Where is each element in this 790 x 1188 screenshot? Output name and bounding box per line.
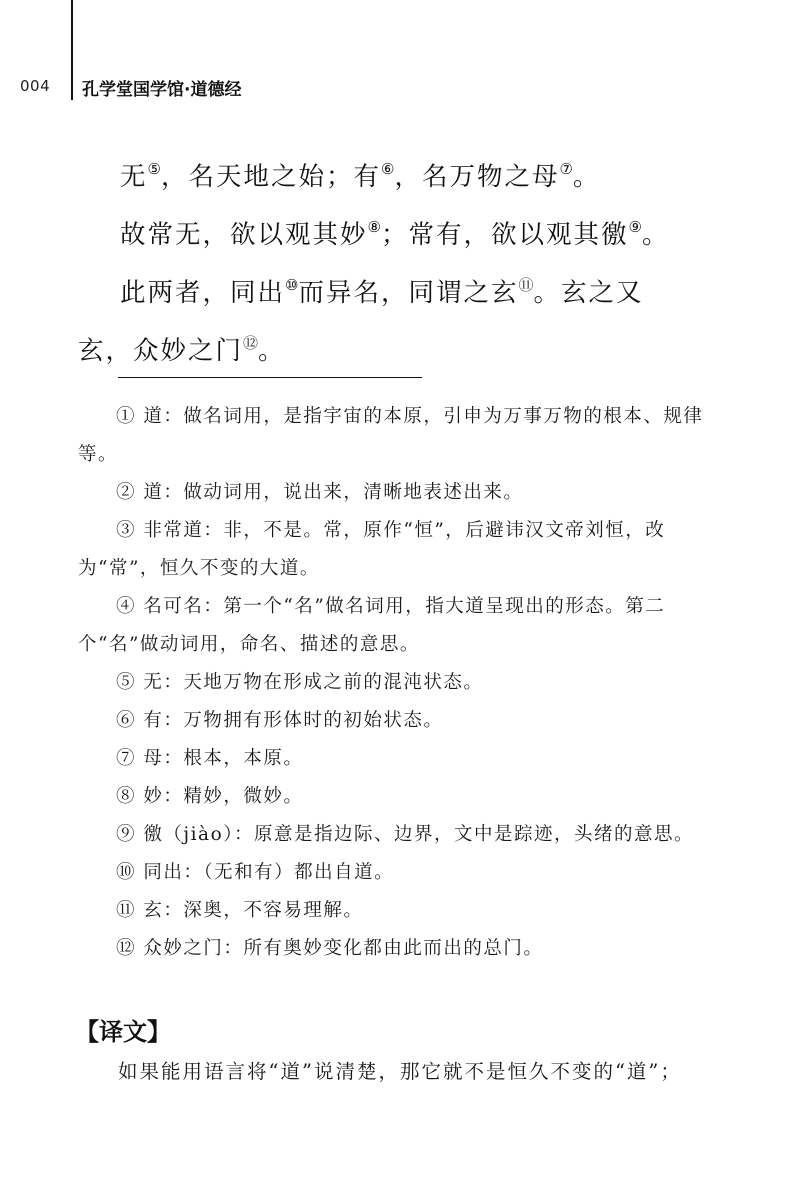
annotation-item: ⑧ 妙：精妙，微妙。 [116, 786, 304, 807]
classic-text [78, 148, 698, 380]
classic-line-1: 无⑤，名天地之始；有⑥，名万物之母⑦。 [120, 160, 601, 192]
annotation-item: ① 道：做名词用，是指宇宙的本原，引申为万事万物的根本、规律等。 [78, 406, 704, 465]
annotation-list [78, 398, 708, 968]
footnote-marker-12: ⑫ [243, 334, 259, 352]
annotation-item: ⑦ 母：根本，本原。 [116, 748, 304, 769]
footnote-marker-6: ⑥ [380, 160, 395, 178]
classic-line-3: 此两者，同出⑩而异名，同谓之玄⑪。玄之又玄，众妙之门⑫。 [78, 276, 644, 366]
annotation-item: ③ 非常道：非，不是。常，原作“恒”，后避讳汉文帝刘恒，改为“常”，恒久不变的大道。 [78, 520, 666, 579]
book-title-header: 孔学堂国学馆·道德经 [82, 80, 242, 100]
annotation-item: ⑤ 无：天地万物在形成之前的混沌状态。 [116, 672, 484, 693]
translation-body [78, 1052, 718, 1092]
annotation-item: ② 道：做动词用，说出来，清晰地表述出来。 [116, 482, 524, 503]
annotation-item: ⑫ 众妙之门：所有奥妙变化都由此而出的总门。 [116, 938, 544, 959]
footnote-marker-10: ⑩ [285, 276, 299, 294]
footnote-marker-7: ⑦ [559, 160, 573, 178]
annotation-item: ⑨ 徼（jiào）：原意是指边际、边界，文中是踪迹，头绪的意思。 [116, 824, 694, 845]
classic-line-2: 故常无，欲以观其妙⑧；常有，欲以观其徼⑨。 [120, 218, 670, 250]
translation-paragraph: 如果能用语言将“道”说清楚，那它就不是恒久不变的“道”； [118, 1060, 682, 1083]
annotation-item: ⑩ 同出：（无和有）都出自道。 [116, 862, 395, 883]
translation-heading: 【译文】 [75, 1018, 171, 1046]
annotation-item: ④ 名可名：第一个“名”做名词用，指大道呈现出的形态。第二个“名”做动词用，命名、描述的意思。 [78, 596, 666, 655]
header-vertical-rule [71, 0, 73, 100]
footnote-marker-11: ⑪ [518, 276, 534, 294]
page-number: 004 [20, 77, 51, 95]
footnote-divider [118, 377, 422, 378]
annotation-item: ⑥ 有：万物拥有形体时的初始状态。 [116, 710, 444, 731]
annotation-item: ⑪ 玄：深奥，不容易理解。 [116, 900, 364, 921]
footnote-marker-8: ⑧ [367, 218, 381, 236]
footnote-marker-9: ⑨ [628, 218, 642, 236]
footnote-marker-5: ⑤ [147, 160, 161, 178]
